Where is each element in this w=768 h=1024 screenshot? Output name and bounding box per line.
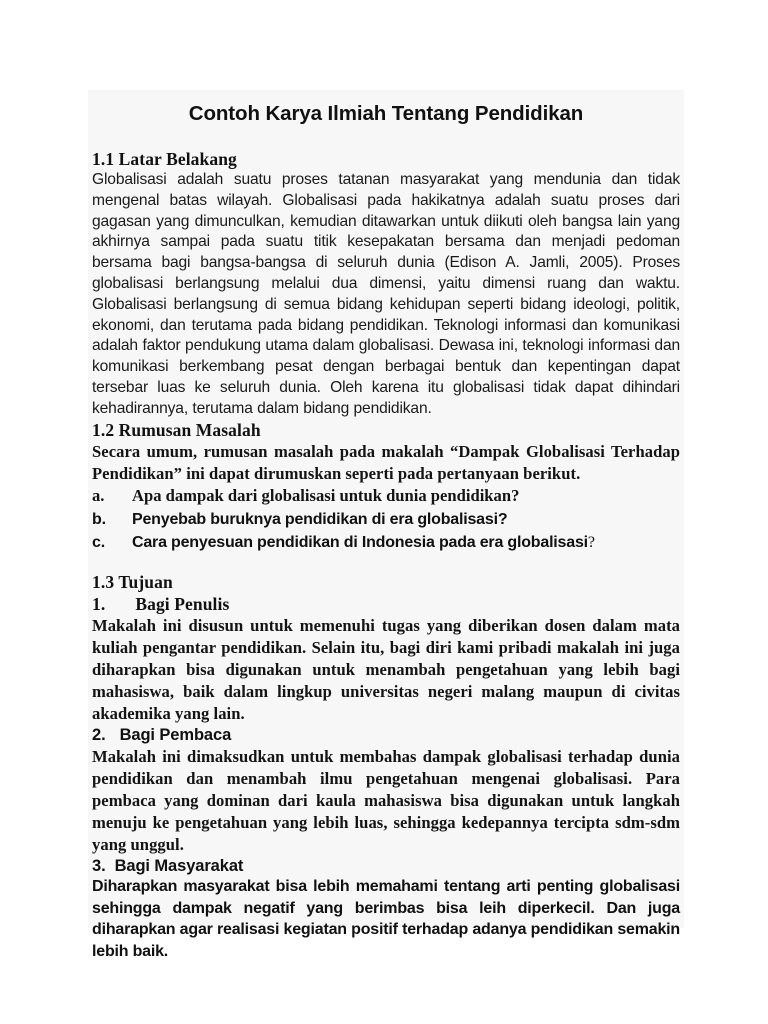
subsection-heading-bagi-pembaca xyxy=(92,725,680,745)
document-body xyxy=(92,92,680,963)
list-marker: a. xyxy=(92,486,105,506)
subsection-number: 3. xyxy=(92,856,106,875)
subsection-title: Bagi Penulis xyxy=(135,593,230,614)
question-list xyxy=(92,485,680,554)
spacer xyxy=(92,127,680,149)
subsection-title: Bagi Pembaca xyxy=(119,726,232,745)
paragraph-bagi-penulis: Makalah ini disusun untuk memenuhi tugas yang diberikan dosen dalam mata kuliah pengantar pendidikan. Selain itu, bagi diri kami pribadi makalah ini juga diharapkan bisa digunakan untuk menambah pengetahuan yang lebih bagi mahasiswa, baik dalam lingkup universitas negeri malang maupun di civitas akademika yang lain. xyxy=(92,616,680,724)
list-marker: c. xyxy=(92,534,105,552)
section-heading-latar-belakang: 1.1 Latar Belakang xyxy=(92,148,237,169)
paragraph-rumusan-masalah-intro: Secara umum, rumusan masalah pada makalah “Dampak Globalisasi Terhadap Pendidikan” ini dapat dirumuskan seperti pada pertanyaan berikut. xyxy=(92,442,680,484)
list-item xyxy=(92,485,680,508)
subsection-number: 1. xyxy=(92,593,106,614)
page-title: Contoh Karya Ilmiah Tentang Pendidikan xyxy=(188,102,584,125)
section-heading-rumusan-masalah: 1.2 Rumusan Masalah xyxy=(92,419,261,440)
section-heading-tujuan: 1.3 Tujuan xyxy=(92,572,173,593)
list-item xyxy=(92,531,680,554)
list-item-text: Penyebab buruknya pendidikan di era globalisasi? xyxy=(132,511,508,529)
subsection-number: 2. xyxy=(92,726,106,745)
list-marker: b. xyxy=(92,511,106,529)
subsection-heading-bagi-masyarakat xyxy=(92,856,680,876)
spacer xyxy=(92,554,680,572)
subsection-heading-bagi-penulis xyxy=(92,594,680,615)
list-item xyxy=(92,508,680,531)
list-item-trailing-punctuation: ? xyxy=(587,534,595,552)
list-item-text: Apa dampak dari globalisasi untuk dunia pendidikan? xyxy=(132,486,520,506)
paragraph-bagi-masyarakat: Diharapkan masyarakat bisa lebih memahami tentang arti penting globalisasi sehingga dampak negatif yang berimbas bisa leih diperkecil. Dan juga diharapkan agar realisasi kegiatan positif terhadap adanya pendidikan semakin lebih baik. xyxy=(92,877,680,961)
paragraph-latar-belakang: Globalisasi adalah suatu proses tatanan masyarakat yang mendunia dan tidak mengenal batas wilayah. Globalisasi pada hakikatnya adalah suatu proses dari gagasan yang dimunculkan, kemudian ditawarkan untuk diikuti oleh bangsa lain yang akhirnya sampai pada suatu titik kesepakatan bersama dan menjadi pedoman bersama bagi bangsa-bangsa di seluruh dunia (Edison A. Jamli, 2005). Proses globalisasi berlangsung melalui dua dimensi, yaitu dimensi ruang dan waktu. Globalisasi berlangsung di semua bidang kehidupan seperti bidang ideologi, politik, ekonomi, dan terutama pada bidang pendidikan. Teknologi informasi dan komunikasi adalah faktor pendukung utama dalam globalisasi. Dewasa ini, teknologi informasi dan komunikasi berkembang pesat dengan berbagai bentuk dan kepentingan dapat tersebar luas ke seluruh dunia. Oleh karena itu globalisasi tidak dapat dihindari kehadirannya, terutama dalam bidang pendidikan. xyxy=(92,170,680,417)
subsection-title: Bagi Masyarakat xyxy=(114,856,244,875)
list-item-text: Cara penyesuan pendidikan di Indonesia pada era globalisasi xyxy=(132,534,588,552)
paragraph-bagi-pembaca: Makalah ini dimaksudkan untuk membahas dampak globalisasi terhadap dunia pendidikan dan menambah ilmu pengetahuan mengenai globalisasi. Para pembaca yang dominan dari kaula mahasiswa bisa digunakan untuk langkah menuju ke pengetahuan yang lebih luas, sehingga kedepannya tercipta sdm-sdm yang unggul. xyxy=(92,746,680,854)
